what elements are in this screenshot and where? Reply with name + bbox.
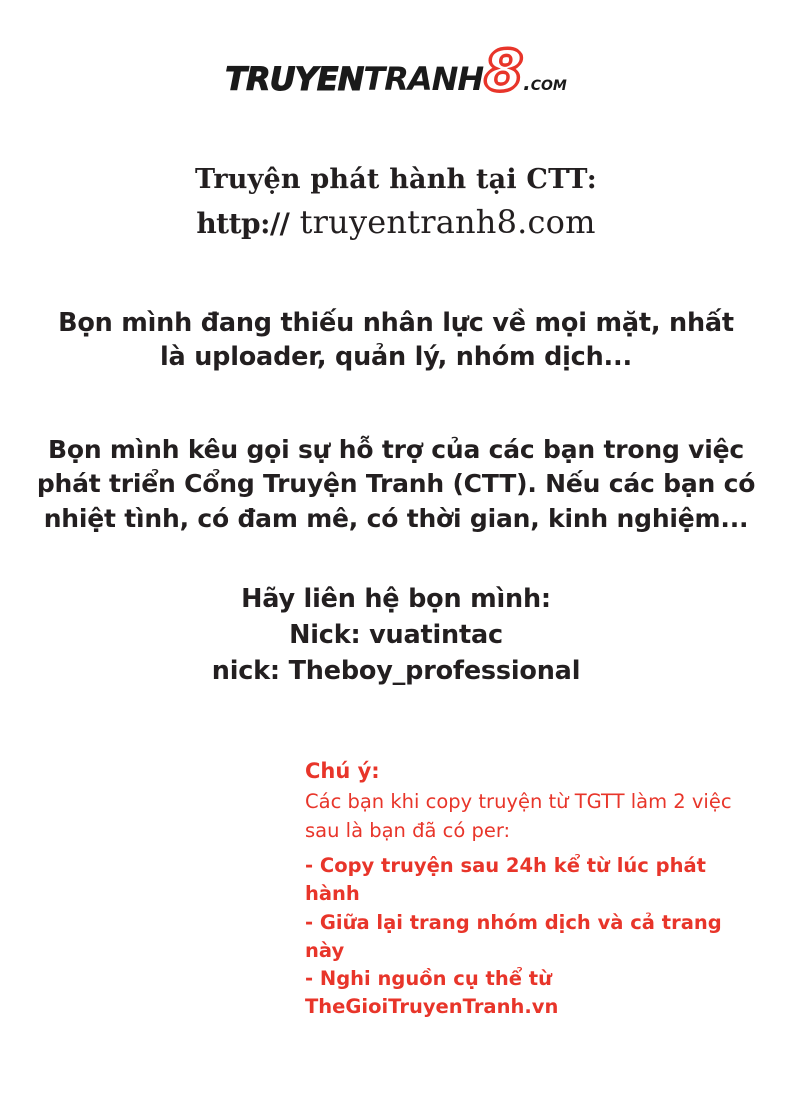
note-rule-2: - Giữa lại trang nhóm dịch và cả trang này bbox=[305, 910, 722, 962]
release-headline bbox=[0, 164, 792, 241]
support-paragraph bbox=[0, 433, 792, 537]
headline-line-1: Truyện phát hành tại CTT: bbox=[195, 164, 597, 195]
contact-paragraph bbox=[0, 582, 792, 689]
note-soft-line-2: sau là bạn đã có per: bbox=[305, 818, 511, 842]
logo-dotcom: .com bbox=[523, 71, 567, 95]
logo-part-truyen: truyen bbox=[225, 47, 364, 101]
note-rule-1: - Copy truyện sau 24h kể từ lúc phát hành bbox=[305, 853, 706, 906]
logo-part-tranh: tranh bbox=[363, 47, 484, 101]
copy-policy-note bbox=[305, 756, 765, 1022]
recruit-line-1: Bọn mình đang thiếu nhân lực về mọi mặt, nhất bbox=[58, 308, 734, 338]
note-spacer bbox=[305, 845, 765, 852]
support-line-3: nhiệt tình, có đam mê, có thời gian, kinh nghiệm... bbox=[43, 503, 749, 533]
site-logo-text bbox=[225, 39, 567, 104]
support-line-1: Bọn mình kêu gọi sự hỗ trợ của các bạn trong việc bbox=[48, 434, 744, 464]
contact-heading: Hãy liên hệ bọn mình: bbox=[241, 584, 551, 615]
contact-nick-2: nick: Theboy_professional bbox=[211, 655, 581, 686]
logo-eight: 8 bbox=[484, 39, 523, 104]
note-soft-line-1: Các bạn khi copy truyện từ TGTT làm 2 việc bbox=[305, 790, 732, 814]
note-title: Chú ý: bbox=[305, 759, 380, 783]
url-domain: truyentranh8.com bbox=[299, 203, 596, 241]
recruit-paragraph bbox=[0, 307, 792, 375]
support-line-2: phát triển Cổng Truyện Tranh (CTT). Nếu các bạn có bbox=[36, 469, 756, 499]
note-rule-3: - Nghi nguồn cụ thể từ TheGioiTruyenTranh.vn bbox=[305, 967, 559, 1019]
url-protocol: http:// bbox=[196, 207, 290, 240]
site-logo bbox=[0, 0, 792, 120]
recruit-line-2: là uploader, quản lý, nhóm dịch... bbox=[159, 341, 633, 372]
site-url[interactable] bbox=[0, 203, 792, 241]
contact-nick-1: Nick: vuatintac bbox=[289, 620, 503, 650]
